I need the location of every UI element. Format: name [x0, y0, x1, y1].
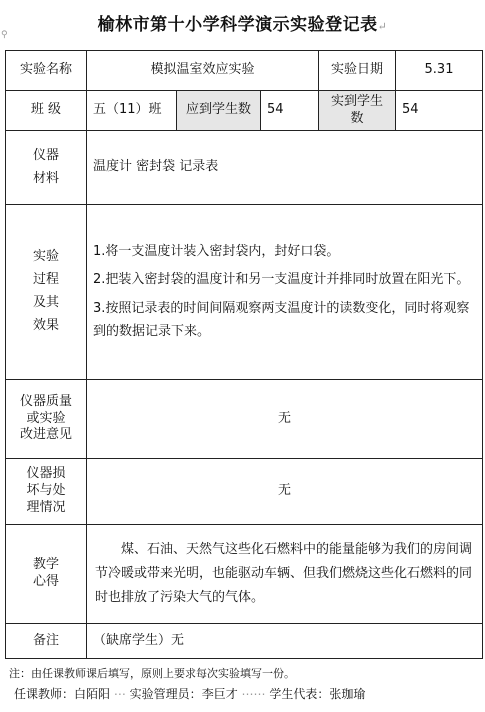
table-row-reflection — [6, 525, 483, 624]
process-label-line: 及其 — [32, 295, 59, 310]
damage-label — [6, 459, 87, 525]
quality-label-line: 仪器质量 — [19, 393, 72, 409]
experiment-name-label: 实验名称 — [6, 51, 87, 91]
experiment-date-value[interactable]: 5.31 — [396, 51, 483, 91]
student-rep-label: 学生代表： — [269, 687, 330, 701]
quality-value[interactable]: 无 — [87, 380, 483, 459]
experiment-name-value[interactable]: 模拟温室效应实验 — [87, 51, 319, 91]
form-title-text: 榆林市第十小学科学演示实验登记表 — [97, 15, 378, 35]
process-step: 2.把装入密封袋的温度计和另一支温度计并排同时放置在阳光下。 — [93, 272, 470, 288]
table-row-class — [6, 91, 483, 131]
class-value[interactable]: 五（11）班 — [87, 91, 177, 131]
manager-name: 李巨才 — [201, 687, 238, 701]
footnote: 注：由任课教师课后填写，原则上要求每次实验填写一份。 — [9, 667, 295, 680]
experiment-date-label: 实验日期 — [319, 51, 396, 91]
paragraph-mark-icon: ↵ — [377, 20, 388, 33]
process-step: 1.将一支温度计装入密封袋内，封好口袋。 — [93, 243, 340, 259]
reflection-text: 煤、石油、天然气这些化石燃料中的能量能够为我们的房间调节冷暖或带来光明，也能驱动车辆、但我们燃烧这些化石燃料的同时也排放了污染大气的气体。 — [95, 541, 473, 606]
damage-label-line: 坏与处 — [26, 483, 66, 499]
actual-students-label: 实到学生数 — [319, 91, 396, 131]
teacher-label: 任课教师： — [14, 687, 75, 701]
reflection-value[interactable] — [87, 525, 483, 624]
reflection-label — [6, 525, 87, 624]
process-label-line: 过程 — [32, 272, 59, 288]
expected-students-label: 应到学生数 — [177, 91, 261, 131]
remarks-value[interactable]: （缺席学生）无 — [87, 624, 483, 659]
remarks-label: 备注 — [6, 624, 87, 659]
quality-label-line: 改进意见 — [19, 427, 72, 443]
process-value[interactable] — [87, 205, 483, 380]
quality-label-line: 或实验 — [26, 410, 66, 426]
table-row-materials — [6, 131, 483, 205]
process-label — [6, 205, 87, 380]
signature-line: 任课教师：白陌阳 ⋯ 实验管理员：李巨才 ⋯⋯ 学生代表：张珈瑜 — [14, 687, 366, 701]
student-rep-name: 张珈瑜 — [329, 687, 366, 701]
reflection-label-line: 教学 — [32, 557, 59, 573]
materials-label — [6, 131, 87, 205]
process-step: 3.按照记录表的时间间隔观察两支温度计的读数变化，同时将观察到的数据记录下来。 — [93, 301, 470, 339]
experiment-registration-table — [5, 50, 483, 659]
materials-label-line: 仪器 — [32, 147, 59, 163]
table-row-quality — [6, 380, 483, 459]
table-row-remarks — [6, 624, 483, 659]
table-row-damage — [6, 459, 483, 525]
materials-value[interactable]: 温度计 密封袋 记录表 — [87, 131, 483, 205]
anchor-mark-icon: ⚲ — [1, 30, 8, 40]
teacher-name: 白陌阳 — [74, 687, 111, 701]
materials-label-line: 材料 — [32, 170, 59, 186]
expected-students-value[interactable]: 54 — [261, 91, 319, 131]
damage-value[interactable]: 无 — [87, 459, 483, 525]
process-label-line: 实验 — [32, 249, 59, 265]
actual-students-value[interactable]: 54 — [396, 91, 483, 131]
table-row-process — [6, 205, 483, 380]
damage-label-line: 仪器损 — [26, 466, 66, 482]
damage-label-line: 理情况 — [26, 499, 66, 515]
manager-label: 实验管理员： — [129, 687, 202, 701]
quality-label — [6, 380, 87, 459]
class-label: 班 级 — [6, 91, 87, 131]
reflection-label-line: 心得 — [32, 574, 59, 589]
form-title — [0, 10, 485, 35]
process-label-line: 效果 — [32, 317, 59, 333]
table-row-experiment — [6, 51, 483, 91]
